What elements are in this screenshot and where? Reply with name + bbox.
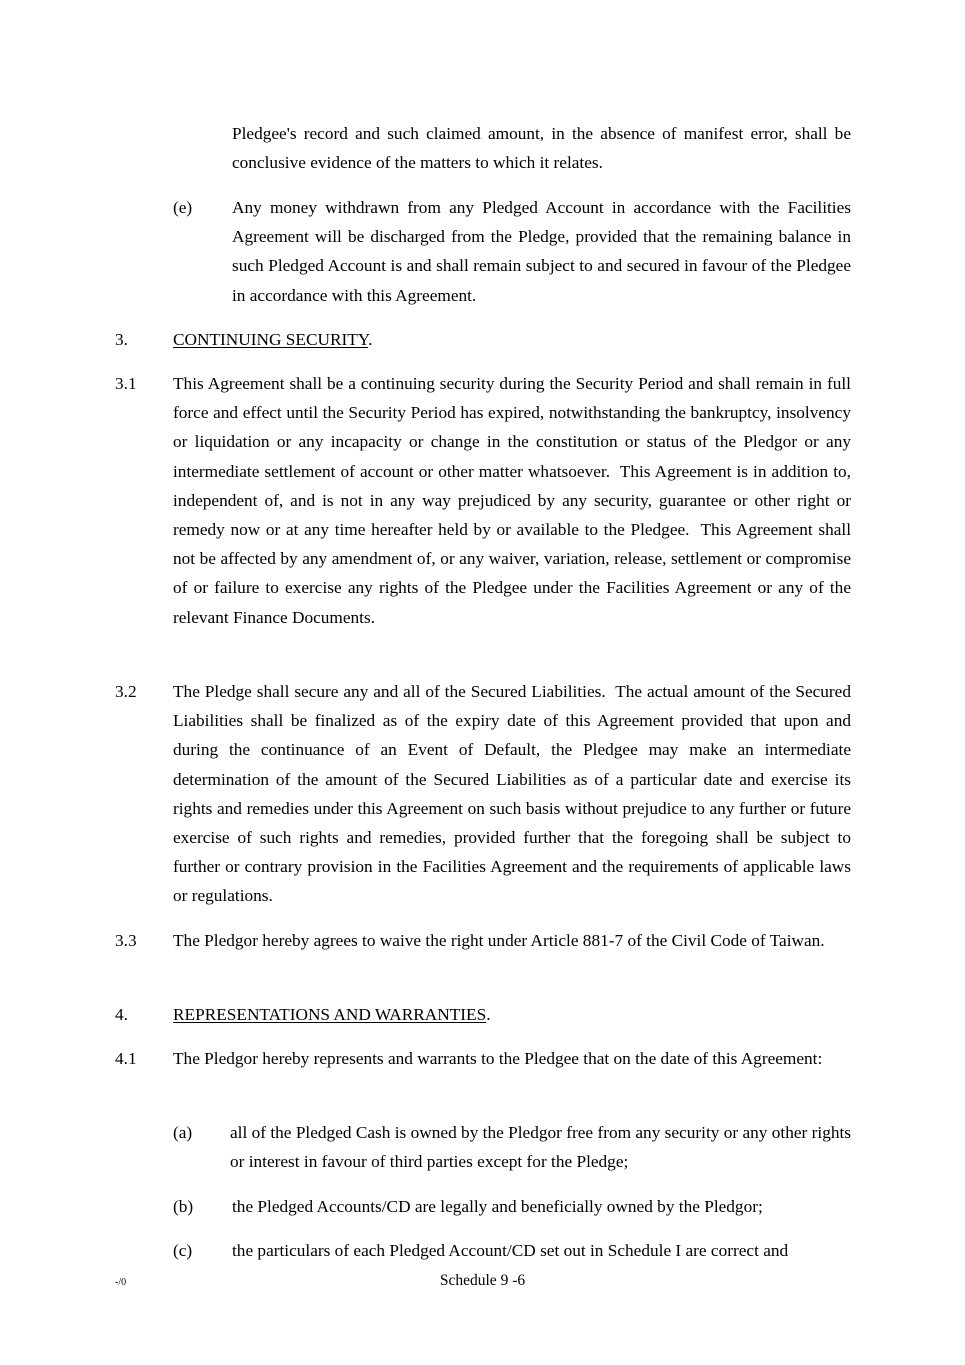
item-e-paragraph: Any money withdrawn from any Pledged Account in accordance with the Facilities Agreement will be discharged from the Pledge, provided that the remaining balance in such Pledged Account is and shall remain subject to and secured in favour of the Pledgee in accordance with this Agreement.	[232, 198, 851, 305]
footer-left-code: -/0	[115, 1277, 127, 1288]
item-b-paragraph: the Pledged Accounts/CD are legally and beneficially owned by the Pledgor;	[232, 1197, 763, 1216]
section-4-number: 4.	[115, 1005, 128, 1024]
section-3-period: .	[368, 330, 373, 349]
item-c-label: (c)	[173, 1241, 193, 1260]
item-b-label: (b)	[173, 1197, 194, 1216]
section-4-period: .	[486, 1005, 491, 1024]
clause-4-1-paragraph: The Pledgor hereby represents and warrants to the Pledgee that on the date of this Agreement:	[173, 1049, 823, 1068]
clause-3-2-number: 3.2	[115, 682, 137, 701]
item-e-label: (e)	[173, 198, 193, 217]
clause-3-3-paragraph: The Pledgor hereby agrees to waive the right under Article 881-7 of the Civil Code of Taiwan.	[173, 931, 825, 950]
section-4-heading	[173, 1000, 491, 1029]
item-c-paragraph: the particulars of each Pledged Account/CD set out in Schedule I are correct and	[232, 1241, 789, 1260]
clause-3-1-number: 3.1	[115, 374, 137, 393]
section-3-title: CONTINUING SECURITY	[173, 330, 369, 349]
continuation-paragraph: Pledgee's record and such claimed amount, in the absence of manifest error, shall be conclusive evidence of the matters to which it relates.	[232, 124, 851, 173]
footer-page-label: Schedule 9 -6	[439, 1272, 526, 1289]
section-3-number: 3.	[115, 330, 128, 349]
section-4-title: REPRESENTATIONS AND WARRANTIES	[173, 1005, 487, 1024]
clause-3-3-number: 3.3	[115, 931, 137, 950]
clause-4-1-number: 4.1	[115, 1049, 137, 1068]
section-3-heading	[173, 325, 372, 354]
clause-3-1-paragraph: This Agreement shall be a continuing security during the Security Period and shall remain in full force and effect until the Security Period has expired, notwithstanding the bankruptcy, insolvency or liquidation or any incapacity or change in the constitution or status of the Pledgor or any intermediate settlement of account or other matter whatsoever. This Agreement is in addition to, independent of, and is not in any way prejudiced by any security, guarantee or other right or remedy now or at any time hereafter held by or available to the Pledgee. This Agreement shall not be affected by any amendment of, or any waiver, variation, release, settlement or compromise of or failure to exercise any rights of the Pledgee under the Facilities Agreement or any of the relevant Finance Documents.	[173, 374, 851, 627]
item-a-label: (a)	[173, 1123, 193, 1142]
clause-3-2-paragraph: The Pledge shall secure any and all of the Secured Liabilities. The actual amount of the Secured Liabilities shall be finalized as of the expiry date of this Agreement provided that upon and during the continuance of an Event of Default, the Pledgee may make an intermediate determination of the amount of the Secured Liabilities as of a particular date and exercise its rights and remedies under this Agreement on such basis without prejudice to any further or future exercise of such rights and remedies, provided further that the foregoing shall be subject to further or contrary provision in the Facilities Agreement and the requirements of applicable laws or regulations.	[173, 682, 851, 906]
item-a-paragraph: all of the Pledged Cash is owned by the Pledgor free from any security or any other rights or interest in favour of third parties except for the Pledge;	[230, 1123, 851, 1172]
